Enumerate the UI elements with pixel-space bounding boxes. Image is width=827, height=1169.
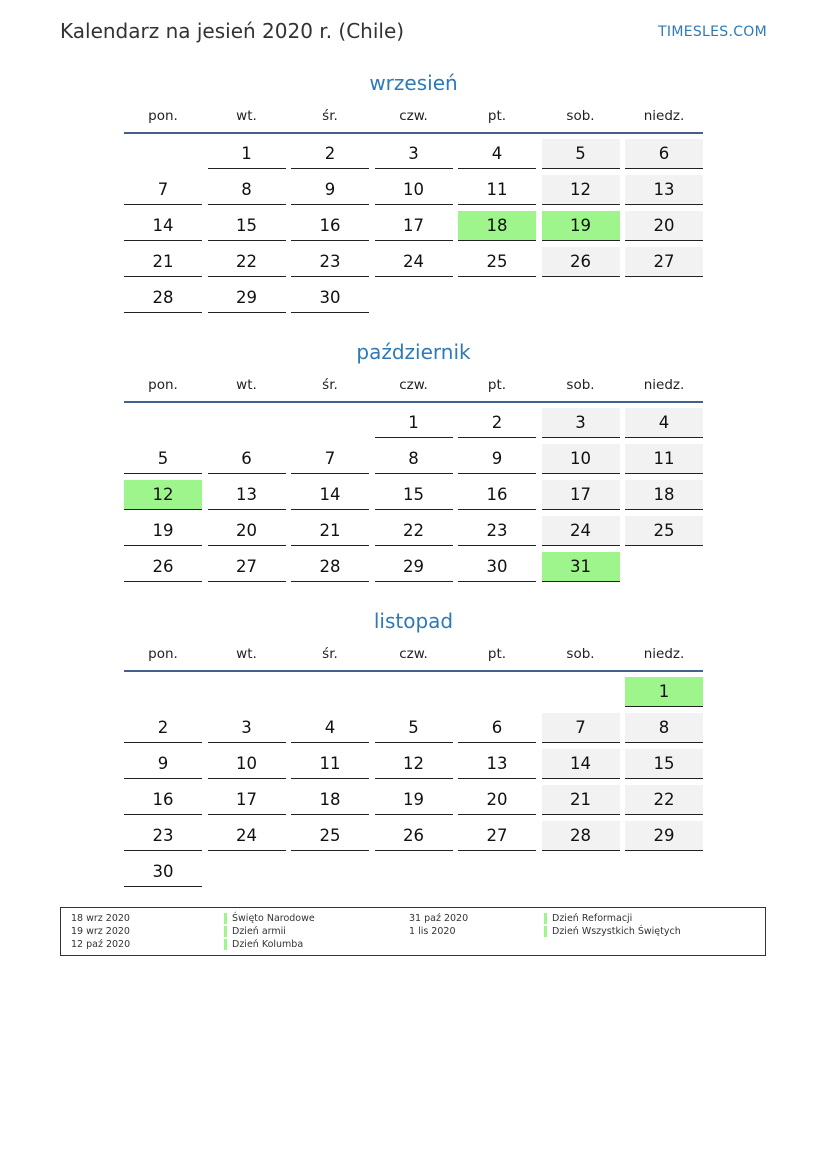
day-cell: 25: [625, 516, 703, 546]
day-cell: 23: [291, 247, 369, 277]
day-cell: 14: [542, 749, 620, 779]
day-cell: 30: [291, 283, 369, 313]
day-cell: 5: [124, 444, 202, 474]
day-cell: 11: [625, 444, 703, 474]
weekday-header: [124, 102, 703, 134]
day-cell: 10: [375, 175, 453, 205]
day-cell: 21: [542, 785, 620, 815]
weekday-label: pt.: [487, 377, 507, 393]
day-cell: 29: [375, 552, 453, 582]
holiday-legend: [60, 907, 766, 956]
weekday-label: czw.: [399, 108, 428, 124]
day-cell: 1: [208, 139, 286, 169]
legend-holiday-name: Dzień armii: [224, 926, 286, 937]
brand-link[interactable]: TIMESLES.COM: [658, 24, 767, 40]
day-cell: 22: [375, 516, 453, 546]
day-cell: 20: [458, 785, 536, 815]
day-cell: 25: [458, 247, 536, 277]
day-cell: 18: [291, 785, 369, 815]
weekday-label: sob.: [566, 646, 595, 662]
legend-holiday-name: Dzień Kolumba: [224, 939, 303, 950]
day-cell: 7: [291, 444, 369, 474]
weekday-label: niedz.: [643, 646, 685, 662]
day-cell: 10: [208, 749, 286, 779]
month-september: [124, 71, 703, 307]
weekday-header: [124, 640, 703, 672]
day-cell: 11: [291, 749, 369, 779]
day-cell: 12: [375, 749, 453, 779]
day-cell: 5: [375, 713, 453, 743]
day-cell: 8: [375, 444, 453, 474]
page-title: Kalendarz na jesień 2020 r. (Chile): [60, 19, 405, 43]
day-cell: 11: [458, 175, 536, 205]
day-cell: 3: [375, 139, 453, 169]
day-cell: 23: [124, 821, 202, 851]
day-cell: 4: [291, 713, 369, 743]
day-cell: 4: [625, 408, 703, 438]
day-cell: 9: [291, 175, 369, 205]
day-cell: 20: [208, 516, 286, 546]
month-title: listopad: [373, 609, 454, 633]
day-cell: 26: [375, 821, 453, 851]
day-cell: 30: [458, 552, 536, 582]
day-cell: 21: [124, 247, 202, 277]
weekday-label: pon.: [148, 646, 178, 662]
day-cell: 3: [208, 713, 286, 743]
holiday-day-cell: 18: [458, 211, 536, 241]
day-cell: 29: [625, 821, 703, 851]
day-cell: 9: [458, 444, 536, 474]
day-cell: 7: [542, 713, 620, 743]
weekday-label: pon.: [148, 108, 178, 124]
month-title: wrzesień: [369, 71, 458, 95]
weekday-label: śr.: [322, 377, 338, 393]
day-cell: 22: [625, 785, 703, 815]
weekday-header: [124, 371, 703, 403]
day-cell: 28: [542, 821, 620, 851]
day-cell: 22: [208, 247, 286, 277]
weekday-label: czw.: [399, 377, 428, 393]
day-cell: 18: [625, 480, 703, 510]
legend-date: 31 paź 2020: [409, 913, 469, 924]
legend-date: 19 wrz 2020: [71, 926, 130, 937]
day-cell: 6: [458, 713, 536, 743]
day-cell: 26: [542, 247, 620, 277]
day-cell: 24: [375, 247, 453, 277]
holiday-day-cell: 31: [542, 552, 620, 582]
weekday-label: sob.: [566, 377, 595, 393]
month-title: październik: [356, 340, 471, 364]
day-cell: 16: [458, 480, 536, 510]
legend-holiday-name: Dzień Wszystkich Świętych: [544, 926, 681, 937]
day-cell: 9: [124, 749, 202, 779]
day-cell: 27: [458, 821, 536, 851]
day-cell: 20: [625, 211, 703, 241]
day-cell: 15: [375, 480, 453, 510]
day-cell: 8: [208, 175, 286, 205]
day-cell: 17: [208, 785, 286, 815]
day-cell: 8: [625, 713, 703, 743]
day-cell: 4: [458, 139, 536, 169]
day-cell: 10: [542, 444, 620, 474]
weekday-label: pon.: [148, 377, 178, 393]
day-cell: 2: [291, 139, 369, 169]
day-cell: 24: [208, 821, 286, 851]
weekday-label: pt.: [487, 646, 507, 662]
day-cell: 15: [625, 749, 703, 779]
weekday-label: wt.: [236, 108, 257, 124]
weekday-label: śr.: [322, 108, 338, 124]
day-cell: 13: [458, 749, 536, 779]
holiday-day-cell: 1: [625, 677, 703, 707]
day-cell: 29: [208, 283, 286, 313]
month-october: [124, 340, 703, 576]
weekday-label: pt.: [487, 108, 507, 124]
day-cell: 14: [291, 480, 369, 510]
day-cell: 13: [625, 175, 703, 205]
day-cell: 28: [124, 283, 202, 313]
day-cell: 2: [124, 713, 202, 743]
day-cell: 5: [542, 139, 620, 169]
legend-holiday-name: Dzień Reformacji: [544, 913, 632, 924]
day-cell: 6: [208, 444, 286, 474]
day-cell: 7: [124, 175, 202, 205]
day-cell: 19: [375, 785, 453, 815]
weekday-label: niedz.: [643, 108, 685, 124]
day-cell: 16: [291, 211, 369, 241]
day-cell: 17: [542, 480, 620, 510]
holiday-day-cell: 19: [542, 211, 620, 241]
legend-date: 18 wrz 2020: [71, 913, 130, 924]
weekday-label: śr.: [322, 646, 338, 662]
day-cell: 24: [542, 516, 620, 546]
day-cell: 27: [625, 247, 703, 277]
day-cell: 25: [291, 821, 369, 851]
legend-holiday-name: Święto Narodowe: [224, 913, 315, 924]
day-cell: 13: [208, 480, 286, 510]
legend-date: 12 paź 2020: [71, 939, 131, 950]
holiday-day-cell: 12: [124, 480, 202, 510]
day-cell: 1: [375, 408, 453, 438]
day-cell: 15: [208, 211, 286, 241]
day-cell: 26: [124, 552, 202, 582]
day-cell: 28: [291, 552, 369, 582]
day-cell: 17: [375, 211, 453, 241]
weekday-label: wt.: [236, 646, 257, 662]
day-cell: 12: [542, 175, 620, 205]
day-cell: 2: [458, 408, 536, 438]
weekday-label: sob.: [566, 108, 595, 124]
day-cell: 21: [291, 516, 369, 546]
day-cell: 23: [458, 516, 536, 546]
weekday-label: czw.: [399, 646, 428, 662]
weekday-label: wt.: [236, 377, 257, 393]
weekday-label: niedz.: [643, 377, 685, 393]
day-cell: 14: [124, 211, 202, 241]
day-cell: 30: [124, 857, 202, 887]
day-cell: 19: [124, 516, 202, 546]
day-cell: 6: [625, 139, 703, 169]
day-cell: 3: [542, 408, 620, 438]
month-november: [124, 609, 703, 881]
day-cell: 16: [124, 785, 202, 815]
legend-date: 1 lis 2020: [409, 926, 456, 937]
day-cell: 27: [208, 552, 286, 582]
